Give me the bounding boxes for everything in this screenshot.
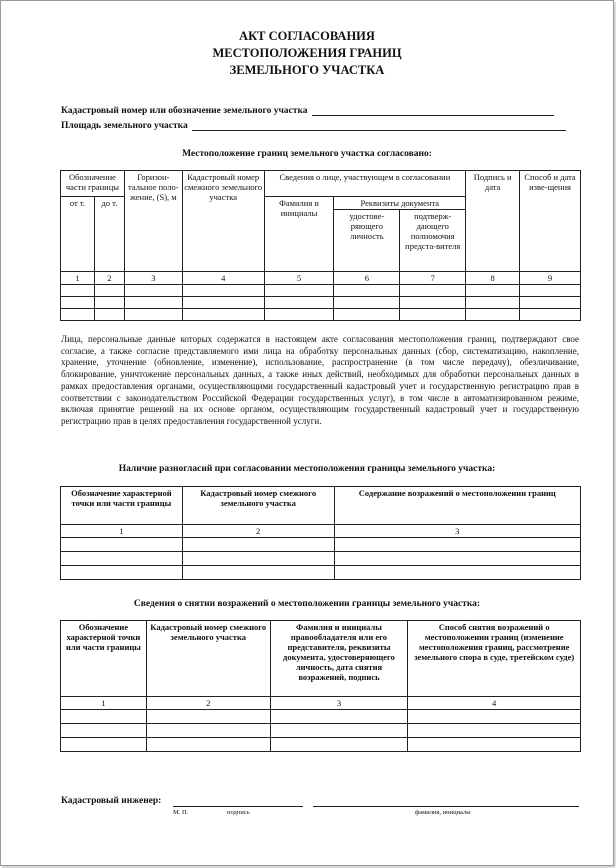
th-name: Фамилия и инициалы xyxy=(264,197,334,272)
name-caption: фамилия, инициалы xyxy=(415,809,471,816)
col-number: 4 xyxy=(182,272,264,285)
title-line-3: ЗЕМЕЛЬНОГО УЧАСТКА xyxy=(229,63,385,77)
table-row xyxy=(61,285,581,297)
table-row xyxy=(61,724,581,738)
disagreements-table xyxy=(60,486,581,580)
th-cadastral: Кадастровый номер смежного земельного участка xyxy=(182,487,334,525)
col-number: 9 xyxy=(520,272,581,285)
col-number: 2 xyxy=(94,272,124,285)
stamp-place-caption: М. П. xyxy=(173,809,189,816)
th-from: от т. xyxy=(61,197,95,272)
col-number: 6 xyxy=(334,272,400,285)
table-row xyxy=(61,309,581,321)
th-horizontal: Горизон-тальное поло-жение, (S), м xyxy=(124,171,182,272)
col-number: 3 xyxy=(124,272,182,285)
cadastral-number-line xyxy=(312,106,554,116)
area-line xyxy=(192,121,566,131)
table-row xyxy=(61,552,581,566)
area-field xyxy=(61,121,566,131)
consent-paragraph: Лица, персональные данные которых содержатся в настоящем акте согласования местоположения границ, подтверждают свое согласие, а также согласие представляемого ими лица на обработку персональных данных (сбор, систематизацию, накопление, хранение, уточнение (обновление, изменение), использование, распространение (в том числе передачу), обезличивание, блокирование, уничтожение персональных данных, а также иных действий, необходимых для обработки персональных данных в рамках предоставления органами, осуществляющими государственный кадастровый учет и государственную регистрацию прав в соответствии с законодательством Российской Федерации государственных услуг), в том числе в автоматизированном режиме, включая принятие решений на их основе органом, осуществляющим государственный кадастровый учет и государственную регистрацию прав в целях предоставления государственной услуги. xyxy=(61,334,579,426)
th-cadastral: Кадастровый номер смежного земельного участка xyxy=(146,621,270,697)
section2-heading: Наличие разногласий при согласовании местоположения границы земельного участка: xyxy=(118,464,496,474)
objections-removal-table xyxy=(60,620,581,752)
col-number: 4 xyxy=(408,697,581,710)
col-number: 2 xyxy=(182,525,334,538)
col-number: 7 xyxy=(400,272,466,285)
th-rep-doc: подтверж-дающего полномочия предста-вителя xyxy=(400,210,466,272)
th-person: Сведения о лице, участвующем в согласовании xyxy=(264,171,466,197)
th-method: Способ и дата изве-щения xyxy=(520,171,581,272)
col-number: 1 xyxy=(61,697,147,710)
th-cadastral: Кадастровый номер смежного земельного участка xyxy=(182,171,264,272)
col-number: 5 xyxy=(264,272,334,285)
th-holder: Фамилия и инициалы правообладателя или его представителя, реквизиты документа, удостоверяющего личность, дата снятия возражений, подпись xyxy=(270,621,408,697)
th-point: Обозначение характерной точки или части границы xyxy=(61,621,147,697)
th-designation: Обозначение части границы xyxy=(61,171,125,197)
col-number: 8 xyxy=(466,272,520,285)
col-number: 3 xyxy=(334,525,580,538)
cadastral-number-label: Кадастровый номер или обозначение земельного участка xyxy=(61,106,308,116)
th-to: до т. xyxy=(94,197,124,272)
cadastral-number-field xyxy=(61,106,554,116)
th-removal-method: Способ снятия возражений о местоположении границ (изменение местоположения границ, рассмотрение земельного спора в суде, третейском суде) xyxy=(408,621,581,697)
agreement-table xyxy=(60,170,581,321)
signature-caption: подпись xyxy=(227,809,250,816)
table-row xyxy=(61,710,581,724)
table-row xyxy=(61,738,581,752)
name-line xyxy=(313,806,579,807)
th-signature: Подпись и дата xyxy=(466,171,520,272)
th-id-doc: удостове-ряющего личность xyxy=(334,210,400,272)
col-number: 1 xyxy=(61,525,183,538)
col-number: 2 xyxy=(146,697,270,710)
section1-heading: Местоположение границ земельного участка согласовано: xyxy=(182,149,432,159)
document-title xyxy=(1,28,613,79)
title-line-2: МЕСТОПОЛОЖЕНИЯ ГРАНИЦ xyxy=(212,46,402,60)
table-row xyxy=(61,297,581,309)
signature-line xyxy=(173,806,303,807)
th-objections: Содержание возражений о местоположении границ xyxy=(334,487,580,525)
area-label: Площадь земельного участка xyxy=(61,121,188,131)
title-line-1: АКТ СОГЛАСОВАНИЯ xyxy=(239,29,375,43)
th-doc: Реквизиты документа xyxy=(334,197,466,210)
table-row xyxy=(61,538,581,552)
cadastral-engineer-label: Кадастровый инженер: xyxy=(61,796,162,806)
section3-heading: Сведения о снятии возражений о местоположении границы земельного участка: xyxy=(133,599,481,609)
col-number: 1 xyxy=(61,272,95,285)
col-number: 3 xyxy=(270,697,408,710)
th-point: Обозначение характерной точки или части границы xyxy=(61,487,183,525)
table-row xyxy=(61,566,581,580)
